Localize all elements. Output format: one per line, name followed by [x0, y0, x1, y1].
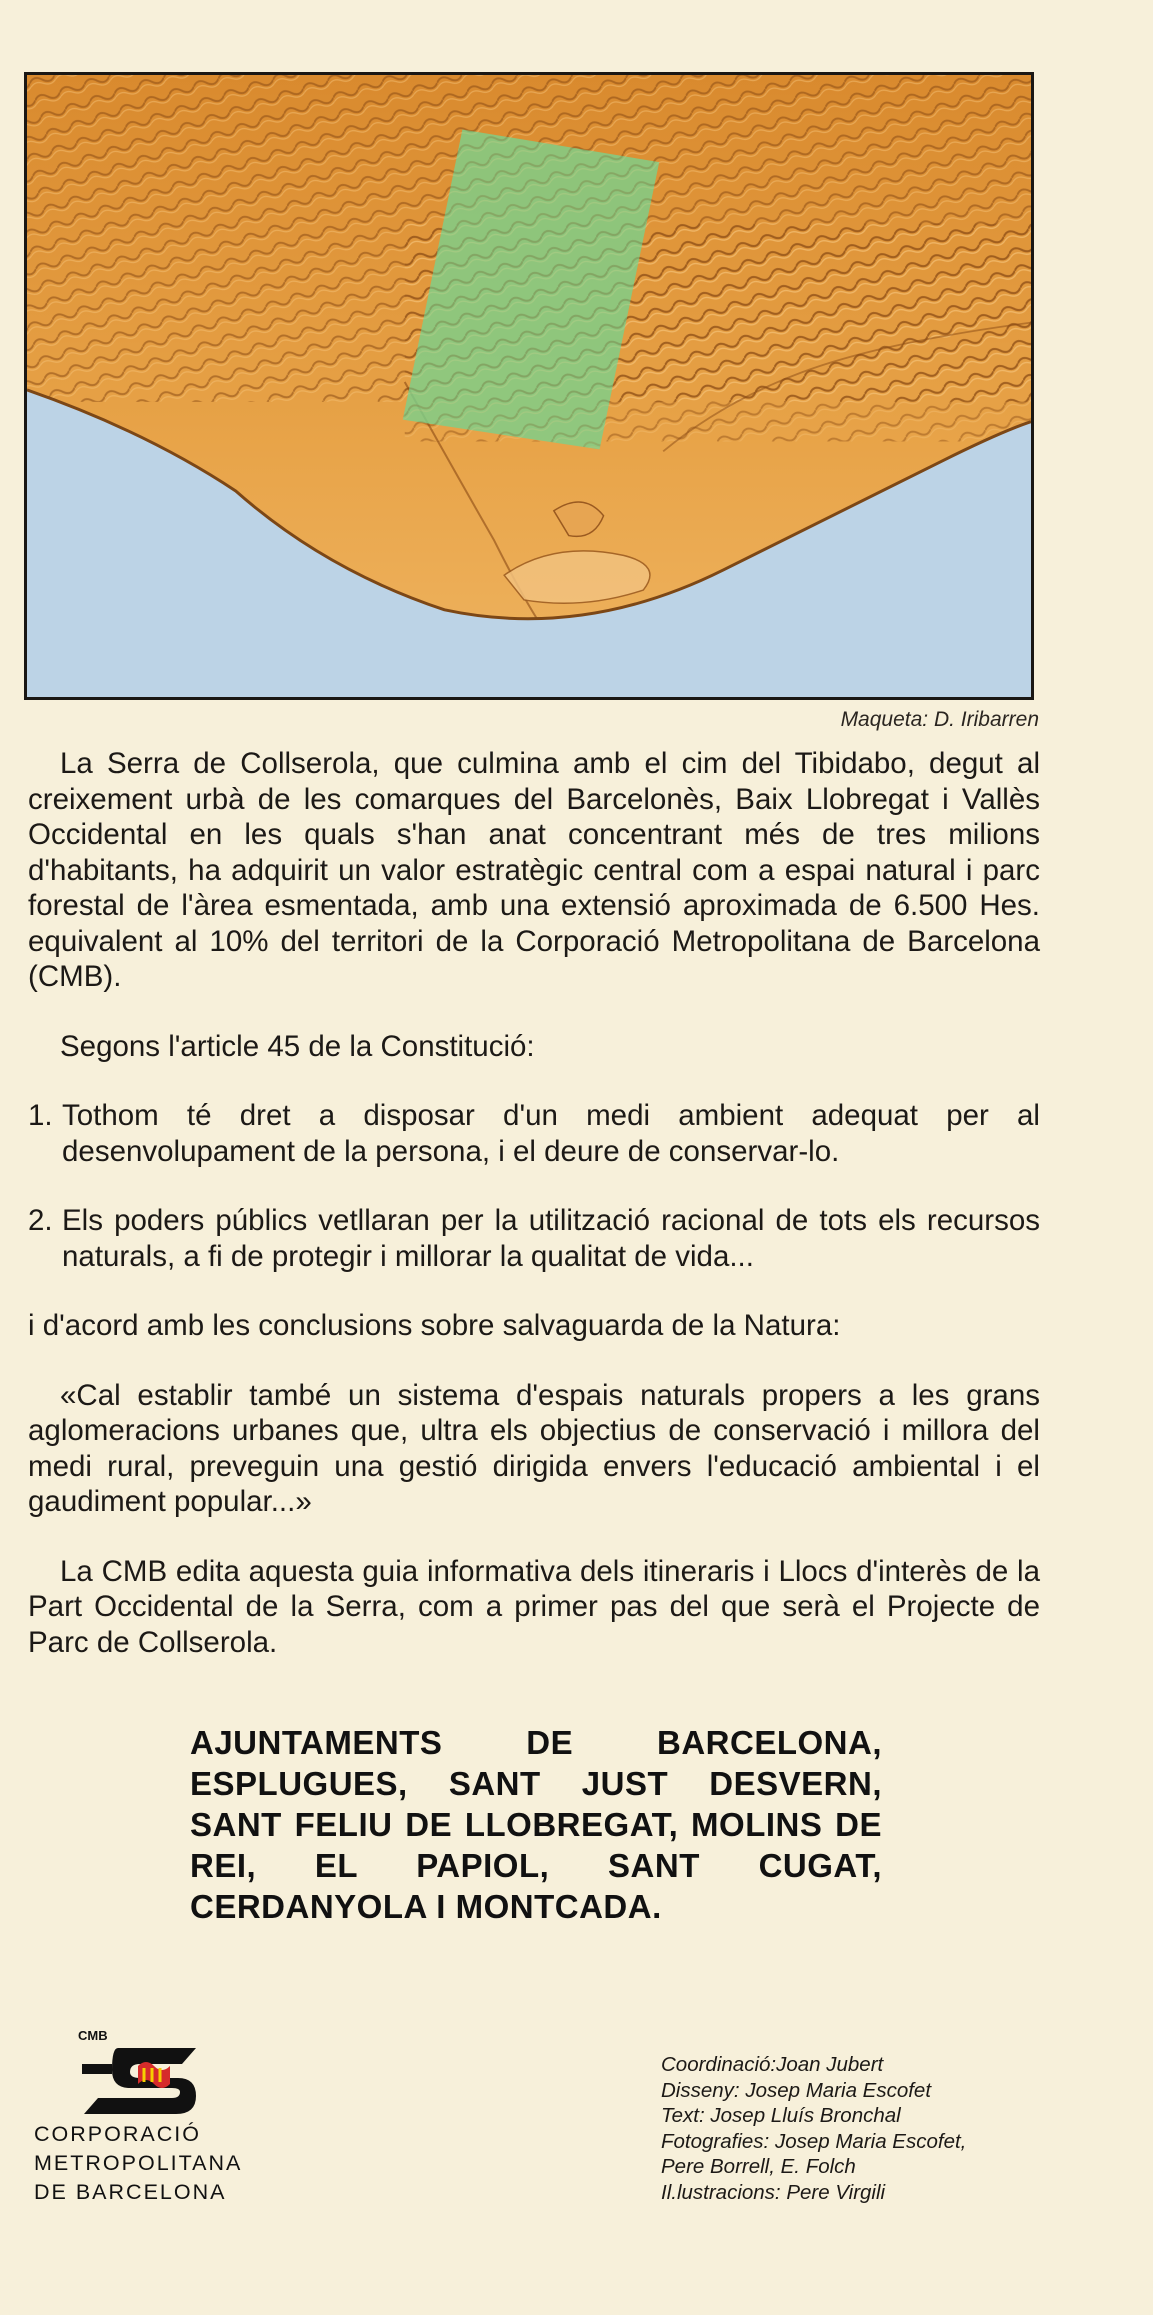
- credit-value: Josep Lluís Bronchal: [710, 2104, 901, 2127]
- credit-row: [661, 2103, 1081, 2129]
- credit-value: Pere Virgili: [786, 2180, 886, 2204]
- body-text: [28, 746, 1040, 1660]
- organization-name: [34, 2120, 274, 2207]
- credit-row: [661, 2180, 1081, 2206]
- logo-tag: CMB: [78, 2028, 108, 2043]
- cmb-logo: [34, 2028, 274, 2228]
- credit-label: Il.lustracions:: [661, 2180, 781, 2204]
- credit-row: [661, 2052, 1081, 2078]
- org-line: METROPOLITANA: [34, 2151, 243, 2175]
- credit-label: Coordinació:: [661, 2053, 777, 2076]
- credit-row: [661, 2154, 1081, 2180]
- credit-value: Josep Maria Escofet,: [774, 2129, 967, 2153]
- org-line: DE BARCELONA: [34, 2180, 227, 2204]
- article-item-text: Els poders públics vetllaran per la utilització racional de tots els recursos naturals, a fi de protegir i millorar la qualitat de vida...: [62, 1204, 1040, 1273]
- credit-value: Joan Jubert: [776, 2053, 884, 2076]
- cmb-emblem-icon: [78, 2038, 228, 2118]
- caption-author: D. Iribarren: [933, 708, 1039, 731]
- quote-paragraph: «Cal establir també un sistema d'espais naturals propers a les grans aglomeracions urbanes que, ultra els objectius de conservació i millora del medi rural, preveguin una gestió dirigida envers l'educació ambiental i el gaudiment popular...»: [28, 1378, 1040, 1518]
- article-item-1: [28, 1098, 1040, 1169]
- article-item-2: [28, 1203, 1040, 1274]
- credit-label: Fotografies:: [661, 2129, 770, 2153]
- org-line: CORPORACIÓ: [34, 2122, 201, 2146]
- relief-map: [24, 72, 1034, 700]
- relief-map-image: [27, 75, 1031, 697]
- credits-block: [661, 2052, 1081, 2205]
- credit-label: Text:: [661, 2104, 705, 2127]
- caption-label: Maqueta:: [840, 708, 929, 731]
- article-item-number: 2.: [28, 1204, 53, 1237]
- map-caption: [841, 708, 1039, 732]
- closing-paragraph: La CMB edita aquesta guia informativa dels itineraris i Llocs d'interès de la Part Occidental de la Serra, com a primer pas del que serà el Projecte de Parc de Collserola.: [28, 1554, 1040, 1659]
- credit-row: [661, 2078, 1081, 2104]
- article-item-number: 1.: [28, 1099, 53, 1132]
- conclusions-intro: i d'acord amb les conclusions sobre salvaguarda de la Natura:: [28, 1309, 841, 1342]
- article-intro: Segons l'article 45 de la Constitució:: [60, 1029, 535, 1063]
- credit-value: Pere Borrell, E. Folch: [661, 2155, 856, 2178]
- credit-value: Josep Maria Escofet: [745, 2078, 932, 2102]
- ajuntaments-list: AJUNTAMENTS DE BARCELONA, ESPLUGUES, SANT JUST DESVERN, SANT FELIU DE LLOBREGAT, MOLINS DE REI, EL PAPIOL, SANT CUGAT, CERDANYOLA I MONTCADA.: [190, 1724, 882, 1925]
- article-item-text: Tothom té dret a disposar d'un medi ambient adequat per al desenvolupament de la persona, i el deure de conservar-lo.: [62, 1099, 1040, 1168]
- credit-row: [661, 2129, 1081, 2155]
- credit-label: Disseny:: [661, 2078, 740, 2102]
- intro-paragraph: La Serra de Collserola, que culmina amb el cim del Tibidabo, degut al creixement urbà de les comarques del Barcelonès, Baix Llobregat i Vallès Occidental en les quals s'han anat concentrant més de tres milions d'habitants, ha adquirit un valor estratègic central com a espai natural i parc forestal de l'àrea esmentada, amb una extensió aproximada de 6.500 Hes. equivalent al 10% del territori de la Corporació Metropolitana de Barcelona (CMB).: [28, 747, 1040, 993]
